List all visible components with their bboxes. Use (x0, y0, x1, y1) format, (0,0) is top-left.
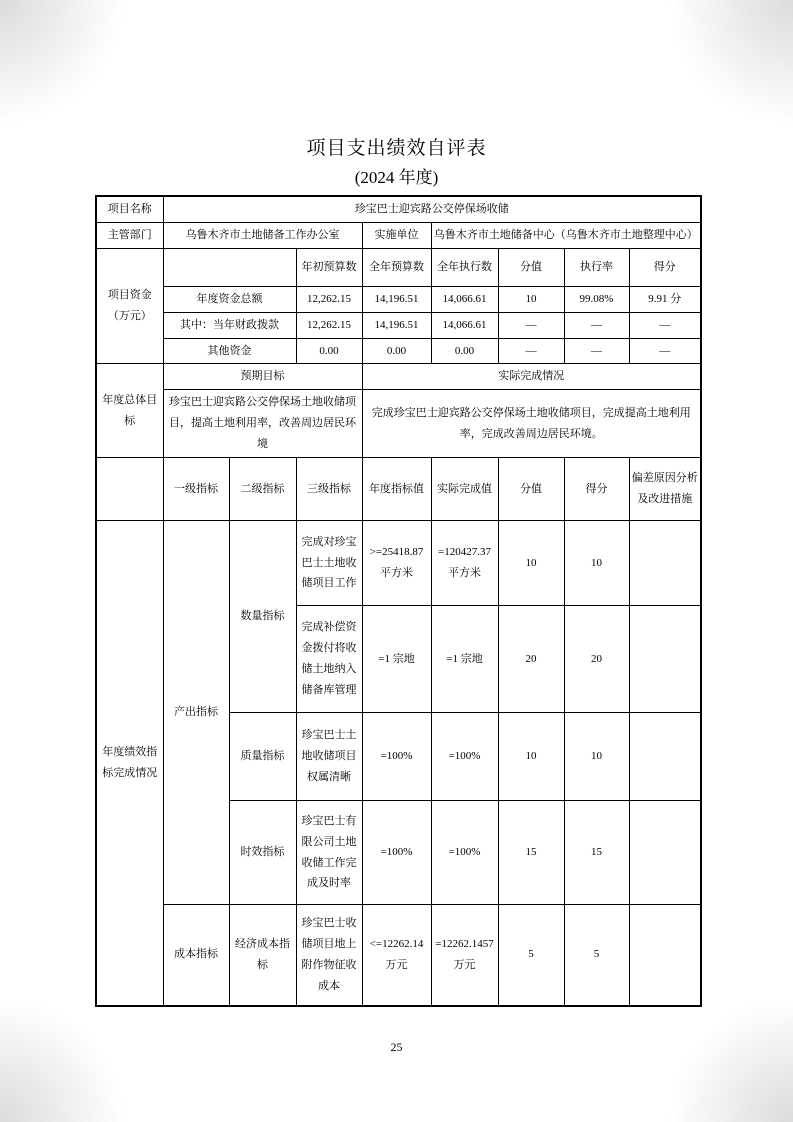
annual-value: =100% (362, 801, 431, 905)
score: 15 (564, 801, 629, 905)
funds-blank-cell (163, 248, 296, 286)
level1-cost: 成本指标 (163, 905, 229, 1006)
score: 10 (564, 713, 629, 801)
goal-actual-header: 实际完成情况 (362, 364, 701, 390)
funds-section-label: 项目资金（万元） (96, 248, 163, 364)
funds-executed: 14,066.61 (431, 286, 498, 312)
deviation-cell (629, 801, 701, 905)
funds-rate: — (564, 312, 629, 338)
indicator-header-level1: 一级指标 (163, 458, 229, 521)
annual-value: <=12262.14 万元 (362, 905, 431, 1006)
level3-text: 完成对珍宝巴士土地收储项目工作 (296, 521, 362, 606)
indicator-row (96, 521, 701, 606)
goal-expected-header: 预期目标 (163, 364, 362, 390)
level3-text: 珍宝巴士有限公司土地收储工作完成及时率 (296, 801, 362, 905)
funds-row-label: 年度资金总额 (163, 286, 296, 312)
indicator-blank-cell (96, 458, 163, 521)
annual-value: >=25418.87 平方米 (362, 521, 431, 606)
goal-section-label: 年度总体目标 (96, 364, 163, 458)
indicator-row (96, 905, 701, 1006)
funds-header-budget: 全年预算数 (362, 248, 431, 286)
actual-value: =1 宗地 (431, 606, 498, 713)
score: 20 (564, 606, 629, 713)
funds-row-fiscal (96, 312, 701, 338)
funds-initial: 0.00 (296, 338, 362, 364)
actual-value: =120427.37 平方米 (431, 521, 498, 606)
indicator-header-deviation: 偏差原因分析及改进措施 (629, 458, 701, 521)
funds-initial: 12,262.15 (296, 312, 362, 338)
implementing-unit-value: 乌鲁木齐市土地储备中心（乌鲁木齐市土地整理中心） (431, 222, 701, 248)
funds-row-total (96, 286, 701, 312)
project-name-label: 项目名称 (96, 196, 163, 222)
project-name-value: 珍宝巴士迎宾路公交停保场收储 (163, 196, 701, 222)
level3-text: 珍宝巴士收储项目地上附作物征收成本 (296, 905, 362, 1006)
indicator-header-level3: 三级指标 (296, 458, 362, 521)
funds-row-other (96, 338, 701, 364)
funds-header-rate: 执行率 (564, 248, 629, 286)
level2-quantity: 数量指标 (229, 521, 296, 713)
funds-header-score-value: 分值 (498, 248, 564, 286)
level2-timeliness: 时效指标 (229, 801, 296, 905)
funds-header-initial: 年初预算数 (296, 248, 362, 286)
report-title: 项目支出绩效自评表 (306, 138, 487, 159)
funds-score: 9.91 分 (629, 286, 701, 312)
level1-output: 产出指标 (163, 521, 229, 905)
indicator-header-score: 得分 (564, 458, 629, 521)
score: 10 (564, 521, 629, 606)
funds-row-label: 其中：当年财政拨款 (163, 312, 296, 338)
funds-header-score: 得分 (629, 248, 701, 286)
page-number: 25 (390, 1040, 403, 1054)
level3-text: 完成补偿资金拨付将收储土地纳入储备库管理 (296, 606, 362, 713)
funds-budget: 14,196.51 (362, 312, 431, 338)
score-value: 15 (498, 801, 564, 905)
funds-score-value: 10 (498, 286, 564, 312)
goal-header-row (96, 364, 701, 390)
funds-budget: 0.00 (362, 338, 431, 364)
score: 5 (564, 905, 629, 1006)
deviation-cell (629, 713, 701, 801)
score-value: 10 (498, 713, 564, 801)
level3-text: 珍宝巴士土地收储项目权属清晰 (296, 713, 362, 801)
funds-header-row (96, 248, 701, 286)
indicator-header-annual: 年度指标值 (362, 458, 431, 521)
funds-rate: — (564, 338, 629, 364)
annual-value: =100% (362, 713, 431, 801)
goal-actual-text: 完成珍宝巴士迎宾路公交停保场土地收储项目，完成提高土地利用率，完成改善周边居民环境。 (362, 390, 701, 458)
funds-score: — (629, 312, 701, 338)
funds-score: — (629, 338, 701, 364)
goal-expected-text: 珍宝巴士迎宾路公交停保场土地收储项目，提高土地利用率，改善周边居民环境 (163, 390, 362, 458)
score-value: 20 (498, 606, 564, 713)
department-value: 乌鲁木齐市土地储备工作办公室 (163, 222, 362, 248)
funds-row-label: 其他资金 (163, 338, 296, 364)
actual-value: =100% (431, 713, 498, 801)
indicator-header-row (96, 458, 701, 521)
funds-rate: 99.08% (564, 286, 629, 312)
annual-value: =1 宗地 (362, 606, 431, 713)
indicator-header-score-value: 分值 (498, 458, 564, 521)
funds-executed: 0.00 (431, 338, 498, 364)
report-heading (0, 0, 793, 188)
implementing-unit-label: 实施单位 (362, 222, 431, 248)
deviation-cell (629, 606, 701, 713)
department-label: 主管部门 (96, 222, 163, 248)
funds-executed: 14,066.61 (431, 312, 498, 338)
score-value: 5 (498, 905, 564, 1006)
level2-quality: 质量指标 (229, 713, 296, 801)
actual-value: =100% (431, 801, 498, 905)
department-row (96, 222, 701, 248)
deviation-cell (629, 521, 701, 606)
report-subtitle: (2024 年度) (354, 168, 439, 187)
funds-score-value: — (498, 338, 564, 364)
goal-content-row (96, 390, 701, 458)
funds-initial: 12,262.15 (296, 286, 362, 312)
score-value: 10 (498, 521, 564, 606)
indicator-header-level2: 二级指标 (229, 458, 296, 521)
indicator-section-label: 年度绩效指标完成情况 (96, 521, 163, 1006)
level2-economic-cost: 经济成本指标 (229, 905, 296, 1006)
indicator-header-actual: 实际完成值 (431, 458, 498, 521)
self-evaluation-table (95, 195, 702, 1007)
deviation-cell (629, 905, 701, 1006)
funds-header-executed: 全年执行数 (431, 248, 498, 286)
actual-value: =12262.1457 万元 (431, 905, 498, 1006)
funds-score-value: — (498, 312, 564, 338)
funds-budget: 14,196.51 (362, 286, 431, 312)
project-name-row (96, 196, 701, 222)
